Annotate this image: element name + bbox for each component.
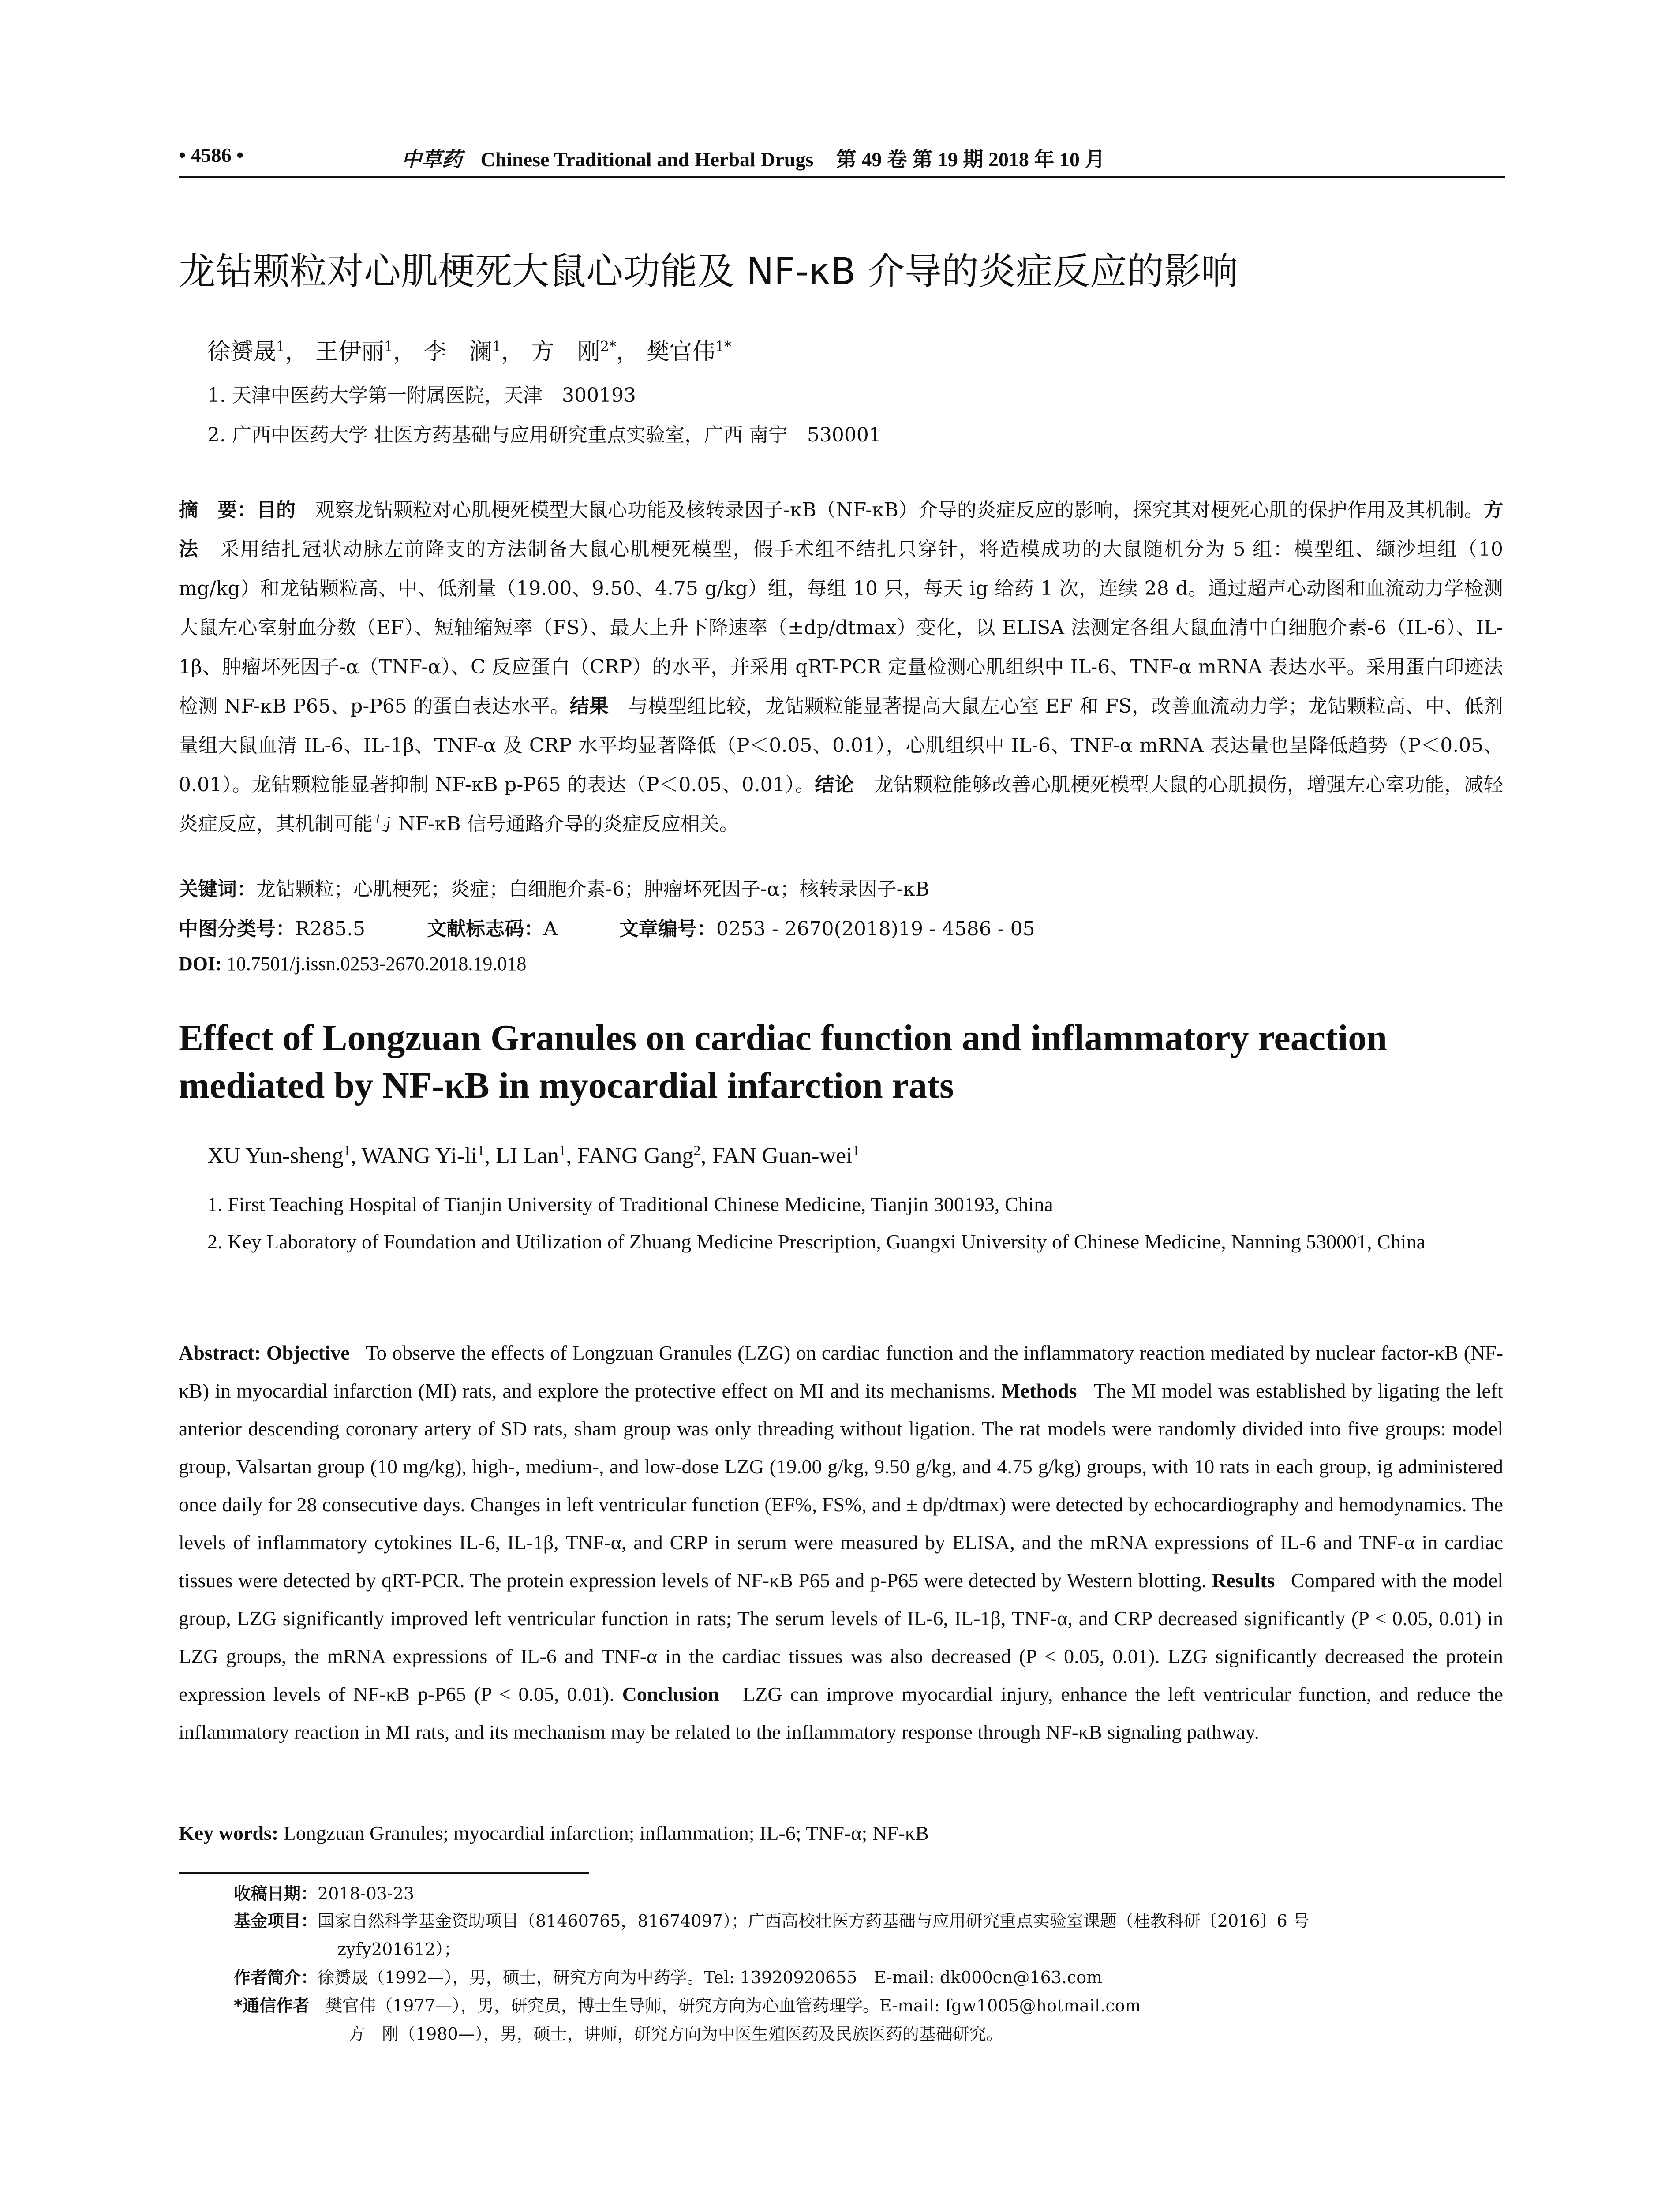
doi-value: 10.7501/j.issn.0253-2670.2018.19.018 xyxy=(226,953,527,975)
footnote-corresponding xyxy=(234,1992,1141,2020)
cn-author-mark: 2* xyxy=(600,338,617,355)
clc-value: R285.5 xyxy=(295,918,366,940)
cn-results-text: 与模型组比较，龙钻颗粒能显著提高大鼠左心室 EF 和 FS，改善血流动力学；龙钻颗粒高、中、低剂量组大鼠血清 IL-6、IL-1β、TNF-α 及 CRP 水平均显著降低（P＜0.05、0.01），心肌组织中 IL-6、TNF-α mRNA 表达量也呈降低趋势（P＜0.05、0.01）。龙钻颗粒能显著抑制 NF-κB p-P65 的表达（P＜0.05、0.01）。 xyxy=(179,695,1504,796)
clc-label: 中图分类号： xyxy=(179,918,295,940)
cn-conclusion-text: 龙钻颗粒能够改善心肌梗死模型大鼠的心肌损伤，增强左心室功能，减轻炎症反应，其机制可能与 NF-κB 信号通路介导的炎症反应相关。 xyxy=(179,774,1503,835)
cn-objective-text: 观察龙钻颗粒对心肌梗死模型大鼠心功能及核转录因子-κB（NF-κB）介导的炎症反应的影响，探究其对梗死心肌的保护作用及其机制。 xyxy=(315,499,1484,521)
en-author-mark: 1 xyxy=(559,1142,566,1158)
cn-methods-label: 方法 xyxy=(179,499,1504,561)
en-keywords-label: Key words: xyxy=(179,1822,279,1844)
cn-author-mark: 1 xyxy=(384,338,393,355)
funding-text: 国家自然科学基金资助项目（81460765，81674097）；广西高校壮医方药基础与应用研究重点实验室课题（桂教科研〔2016〕6 号 xyxy=(318,1911,1310,1931)
footnote-rule xyxy=(179,1872,589,1874)
cn-abstract xyxy=(179,490,1503,844)
en-methods-text: The MI model was established by ligating the left anterior descending coronary artery of SD rats, sham group was only threading without ligation. The rat models were randomly divided into five groups: model group, Valsartan group (10 mg/kg), high-, medium-, and low-dose LZG (19.00 g/kg, 9.50 g/kg, and 4.75 g/kg) groups, with 10 rats in each group, ig administered once daily for 28 consecutive days. Changes in left ventricular function (EF%, FS%, and ± dp/dtmax) were detected by echocardiography and hemodynamics. The levels of inflammatory cytokines IL-6, IL-1β, TNF-α, and CRP in serum were measured by ELISA, and the mRNA expressions of IL-6 and TNF-α in cardiac tissues were detected by qRT-PCR. The protein expression levels of NF-κB P65 and p-P65 were detected by Western blotting. xyxy=(179,1379,1504,1592)
en-author-name: FAN Guan-wei xyxy=(712,1143,853,1169)
doc-code-label: 文献标志码： xyxy=(427,918,544,940)
en-methods-label: Methods xyxy=(1001,1379,1077,1402)
en-author-mark: 1 xyxy=(852,1142,860,1158)
cn-author-name: 李 澜 xyxy=(423,339,492,365)
cn-author-mark: 1* xyxy=(715,338,731,355)
en-author-name: FANG Gang xyxy=(577,1143,694,1169)
journal-issue: 第 49 卷 第 19 期 2018 年 10 月 xyxy=(836,148,1105,171)
funding-text-cont: zyfy201612）； xyxy=(337,1940,461,1959)
en-objective-label: Objective xyxy=(266,1342,350,1364)
cn-author-mark: 1 xyxy=(276,338,285,355)
corr-label: *通信作者 xyxy=(234,1996,310,2015)
cn-keywords-text: 龙钻颗粒；心肌梗死；炎症；白细胞介素-6；肿瘤坏死因子-α；核转录因子-κB xyxy=(256,878,930,901)
en-objective-text: To observe the effects of Longzuan Granules (LZG) on cardiac function and the inflammatory reaction mediated by nuclear factor-κB (NF-κB) in myocardial infarction (MI) rats, and explore the protective effect on MI and its mechanisms. xyxy=(179,1342,1504,1402)
cn-author-name: 樊官伟 xyxy=(646,339,715,365)
en-author-name: XU Yun-sheng xyxy=(207,1143,344,1169)
footnote-received xyxy=(234,1880,414,1908)
en-abstract xyxy=(179,1334,1503,1751)
en-affiliation: 1. First Teaching Hospital of Tianjin University of Traditional Chinese Medicine, Tianjin 300193, China xyxy=(207,1193,1053,1215)
en-results-text: Compared with the model group, LZG significantly improved left ventricular function in rats; The serum levels of IL-6, IL-1β, TNF-α, and CRP decreased significantly (P < 0.05, 0.01) in LZG groups, the mRNA expressions of IL-6 and TNF-α in the cardiac tissues was also decreased (P < 0.05, 0.01). LZG significantly decreased the protein expression levels of NF-κB p-P65 (P < 0.05, 0.01). xyxy=(179,1569,1504,1705)
bio-label: 作者简介： xyxy=(234,1968,318,1987)
cn-methods-text: 采用结扎冠状动脉左前降支的方法制备大鼠心肌梗死模型，假手术组不结扎只穿针，将造模成功的大鼠随机分为 5 组：模型组、缬沙坦组（10 mg/kg）和龙钻颗粒高、中、低剂量（19.00、9.50、4.75 g/kg）组，每组 10 只，每天 ig 给药 1 次，连续 28 d。通过超声心动图和血流动力学检测大鼠左心室射血分数（EF）、短轴缩短率（FS）、最大上升下降速率（±dp/dtmax）变化，以 ELISA 法测定各组大鼠血清中白细胞介素-6（IL-6）、IL-1β、肿瘤坏死因子-α（TNF-α）、C 反应蛋白（CRP）的水平，并采用 qRT-PCR 定量检测心肌组织中 IL-6、TNF-α mRNA 表达水平。采用蛋白印迹法检测 NF-κB P65、p-P65 的蛋白表达水平。 xyxy=(179,538,1504,718)
received-date: 2018-03-23 xyxy=(318,1884,415,1903)
article-no-label: 文章编号： xyxy=(619,918,716,940)
en-abstract-label: Abstract: xyxy=(179,1342,261,1364)
en-affiliation: 2. Key Laboratory of Foundation and Utilization of Zhuang Medicine Prescription, Guangxi University of Chinese Medicine, Nanning 530001, China xyxy=(207,1230,1426,1253)
cn-author-name: 徐赟晟 xyxy=(207,339,277,365)
cn-author-mark: 1 xyxy=(492,338,501,355)
cn-classification-line xyxy=(179,913,1503,941)
header-page-number: • 4586 • xyxy=(179,144,244,166)
en-author-mark: 2 xyxy=(693,1142,701,1158)
en-conclusion-label: Conclusion xyxy=(622,1683,719,1705)
footnote-funding xyxy=(234,1907,1504,1963)
doi-label: DOI: xyxy=(179,953,222,975)
cn-affiliation: 1. 天津中医药大学第一附属医院，天津 300193 xyxy=(207,384,636,407)
en-author-mark: 1 xyxy=(477,1142,485,1158)
cn-author-name: 王伊丽 xyxy=(315,339,384,365)
en-title: Effect of Longzuan Granules on cardiac function and inflammatory reaction mediated by NF-κB in myocardial infarction rats xyxy=(179,1017,1388,1106)
cn-results-label: 结果 xyxy=(569,695,609,718)
en-keywords-text: Longzuan Granules; myocardial infarction; inflammation; IL-6; TNF-α; NF-κB xyxy=(283,1822,929,1844)
doc-code-value: A xyxy=(543,918,558,940)
en-keywords xyxy=(179,1821,1503,1845)
cn-abstract-label: 摘 要： xyxy=(179,499,257,521)
funding-label: 基金项目： xyxy=(234,1911,318,1931)
cn-title: 龙钻颗粒对心肌梗死大鼠心功能及 NF-κB 介导的炎症反应的影响 xyxy=(179,250,1238,293)
cn-affiliation: 2. 广西中医药大学 壮医方药基础与应用研究重点实验室，广西 南宁 530001 xyxy=(207,424,881,446)
journal-name-en: Chinese Traditional and Herbal Drugs xyxy=(480,148,814,171)
en-authors: XU Yun-sheng$^1$, WANG $Yi-li^1$, LI Lan$^1$, FANG Gang$^2$, FAN Guan-wei$^1$ xyxy=(207,1142,860,1169)
cn-objective-label: 目的 xyxy=(256,499,296,521)
en-author-name: LI Lan xyxy=(496,1143,559,1169)
bio-text: 徐赟晟（1992—），男，硕士，研究方向为中药学。Tel: 13920920655 E-mail: dk000cn@163.com xyxy=(318,1968,1103,1987)
doi-line xyxy=(179,953,526,975)
en-conclusion-text: LZG can improve myocardial injury, enhance the left ventricular function, and reduce the inflammatory reaction in MI rats, and its mechanism may be related to the inflammatory response through NF-κB signaling pathway. xyxy=(179,1683,1503,1743)
footnote-corresponding-2: 方 刚（1980—），男，硕士，讲师，研究方向为中医生殖医药及民族医药的基础研究。 xyxy=(348,2024,1003,2044)
en-author-mark: 1 xyxy=(343,1142,351,1158)
header-rule xyxy=(179,176,1505,178)
cn-conclusion-label: 结论 xyxy=(815,774,854,796)
received-label: 收稿日期： xyxy=(234,1884,318,1903)
article-no-value: 0253 - 2670(2018)19 - 4586 - 05 xyxy=(716,918,1035,940)
en-results-label: Results xyxy=(1212,1569,1275,1592)
cn-authors: 徐赟晟$^1$， 王伊丽$^1$， 李 澜$^1$， 方 刚$^{2*}$， 樊官伟$^{1*}$ xyxy=(207,338,731,365)
cn-keywords xyxy=(179,873,1503,901)
en-author-name: WANG Yi-li xyxy=(361,1143,478,1169)
corr-text-1: 樊官伟（1977—），男，研究员，博士生导师，研究方向为心血管药理学。E-mail: fgw1005@hotmail.com xyxy=(326,1996,1141,2015)
cn-author-name: 方 刚 xyxy=(531,339,600,365)
header-journal-line xyxy=(401,143,1105,172)
footnote-author-bio xyxy=(234,1963,1102,1992)
cn-keywords-label: 关键词： xyxy=(179,878,256,901)
journal-name-cn: 中草药 xyxy=(401,147,462,171)
